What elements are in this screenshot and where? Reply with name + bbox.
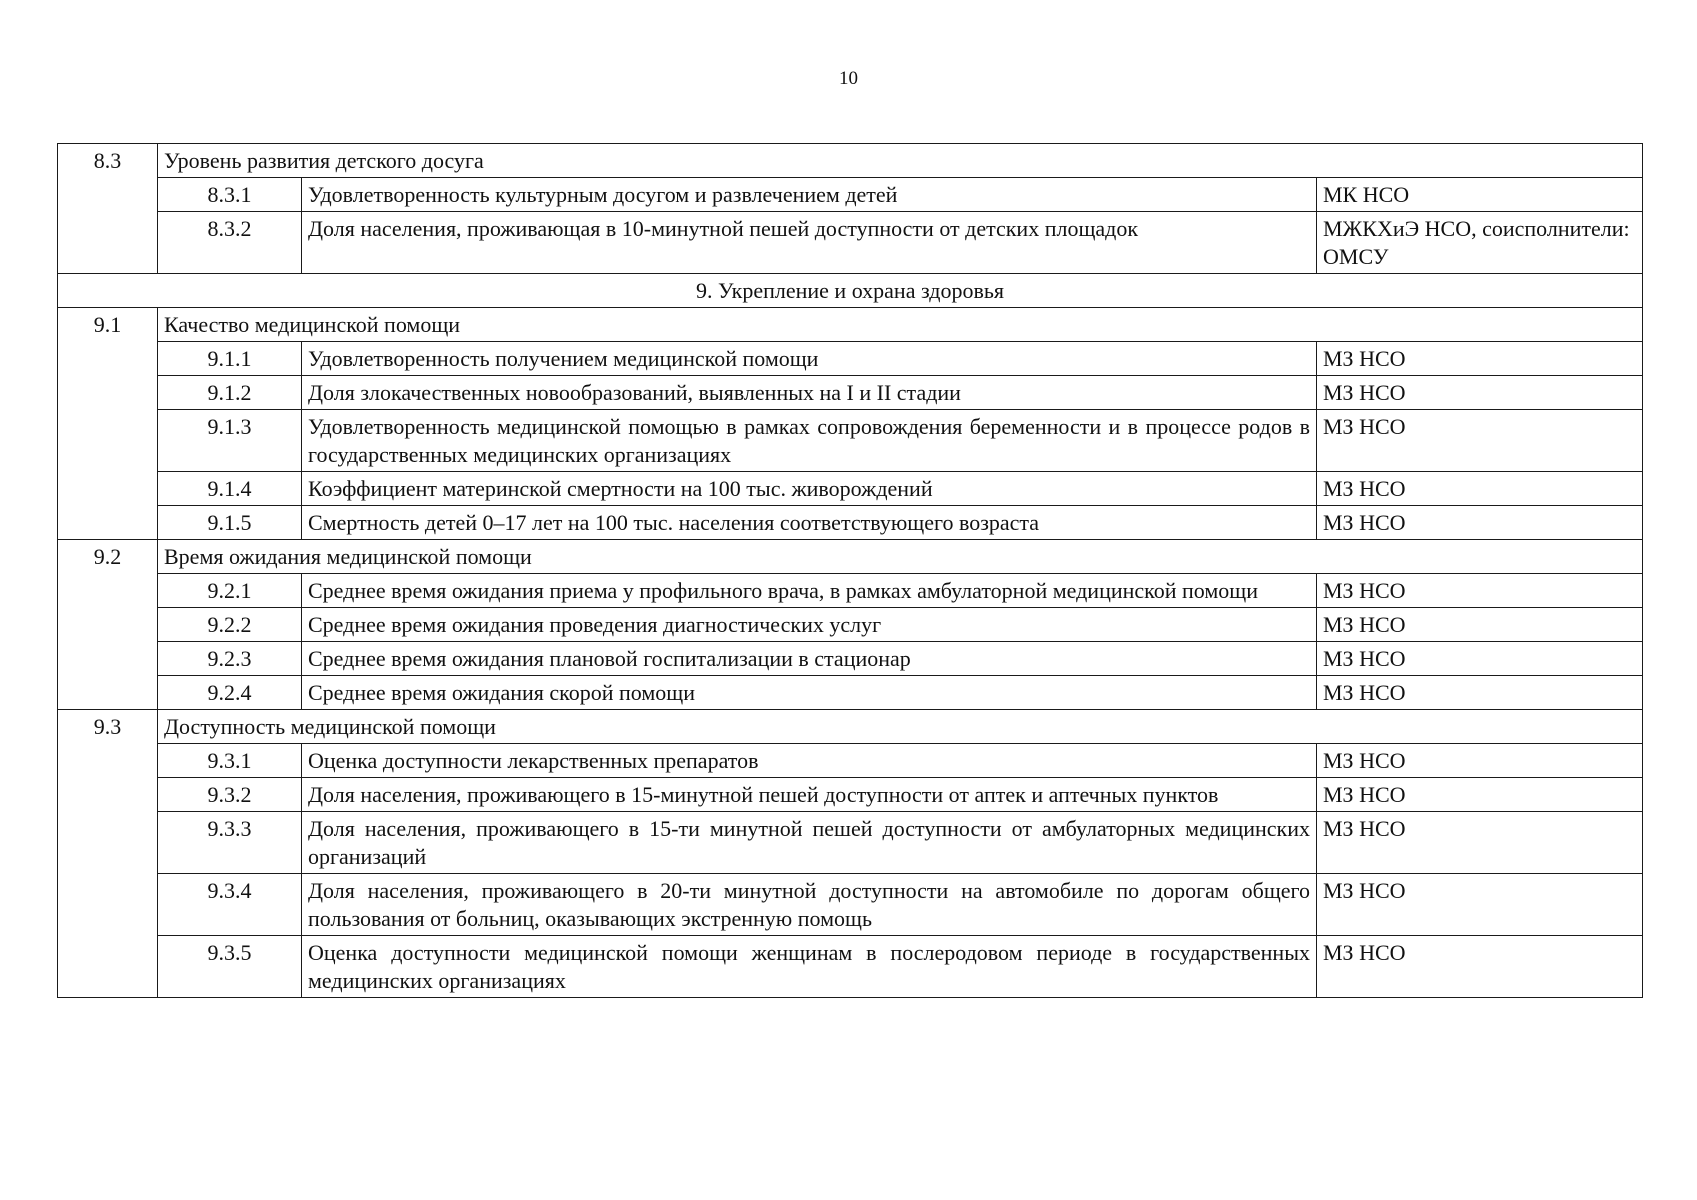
group-row	[58, 308, 1643, 342]
indicator-responsible: МЗ НСО	[1317, 812, 1643, 874]
indicator-responsible: МЗ НСО	[1317, 744, 1643, 778]
group-title: Качество медицинской помощи	[158, 308, 1643, 342]
indicator-responsible: МК НСО	[1317, 178, 1643, 212]
indicator-code: 9.1.4	[158, 472, 302, 506]
indicator-code: 9.1.1	[158, 342, 302, 376]
indicator-text: Оценка доступности медицинской помощи женщинам в послеродовом периоде в государственных медицинских организациях	[302, 936, 1317, 998]
table-row	[58, 212, 1643, 274]
indicator-responsible: МЗ НСО	[1317, 574, 1643, 608]
indicator-responsible: МЗ НСО	[1317, 936, 1643, 998]
indicator-code: 9.1.3	[158, 410, 302, 472]
indicator-responsible: МЗ НСО	[1317, 506, 1643, 540]
indicator-code: 9.2.1	[158, 574, 302, 608]
group-code: 9.1	[58, 308, 158, 540]
table-row	[58, 744, 1643, 778]
page-number: 10	[839, 68, 858, 89]
indicator-text: Доля злокачественных новообразований, выявленных на I и II стадии	[302, 376, 1317, 410]
indicator-text: Коэффициент материнской смертности на 100 тыс. живорождений	[302, 472, 1317, 506]
indicator-responsible: МЗ НСО	[1317, 376, 1643, 410]
indicator-text: Доля населения, проживающая в 10-минутной пешей доступности от детских площадок	[302, 212, 1317, 274]
indicator-text: Смертность детей 0–17 лет на 100 тыс. населения соответствующего возраста	[302, 506, 1317, 540]
indicator-code: 9.3.3	[158, 812, 302, 874]
table-row	[58, 410, 1643, 472]
table-row	[58, 812, 1643, 874]
indicator-responsible: МЗ НСО	[1317, 778, 1643, 812]
indicator-responsible: МЗ НСО	[1317, 642, 1643, 676]
table-row	[58, 506, 1643, 540]
group-title: Уровень развития детского досуга	[158, 144, 1643, 178]
indicator-responsible: МЗ НСО	[1317, 874, 1643, 936]
group-row	[58, 710, 1643, 744]
table-row	[58, 178, 1643, 212]
group-code: 9.2	[58, 540, 158, 710]
indicator-code: 9.2.2	[158, 608, 302, 642]
indicator-code: 8.3.1	[158, 178, 302, 212]
group-title: Доступность медицинской помощи	[158, 710, 1643, 744]
table-row	[58, 874, 1643, 936]
indicator-responsible: МЗ НСО	[1317, 342, 1643, 376]
indicator-code: 9.1.2	[158, 376, 302, 410]
indicators-table	[57, 143, 1643, 998]
indicator-text: Удовлетворенность получением медицинской помощи	[302, 342, 1317, 376]
group-row	[58, 144, 1643, 178]
section-row	[58, 274, 1643, 308]
group-row	[58, 540, 1643, 574]
indicator-text: Доля населения, проживающего в 20-ти минутной доступности на автомобиле по дорогам общего пользования от больниц, оказывающих экстренную помощь	[302, 874, 1317, 936]
indicator-code: 9.1.5	[158, 506, 302, 540]
indicator-code: 9.2.4	[158, 676, 302, 710]
indicator-text: Среднее время ожидания приема у профильного врача, в рамках амбулаторной медицинской помощи	[302, 574, 1317, 608]
table-row	[58, 642, 1643, 676]
table-row	[58, 778, 1643, 812]
indicator-text: Среднее время ожидания проведения диагностических услуг	[302, 608, 1317, 642]
indicator-code: 8.3.2	[158, 212, 302, 274]
indicator-responsible: МЗ НСО	[1317, 676, 1643, 710]
indicator-code: 9.3.2	[158, 778, 302, 812]
group-code: 8.3	[58, 144, 158, 274]
indicator-responsible: МЖКХиЭ НСО, соисполнители: ОМСУ	[1317, 212, 1643, 274]
table-row	[58, 342, 1643, 376]
section-title: 9. Укрепление и охрана здоровья	[58, 274, 1643, 308]
indicator-code: 9.3.4	[158, 874, 302, 936]
indicator-text: Удовлетворенность культурным досугом и развлечением детей	[302, 178, 1317, 212]
table-row	[58, 376, 1643, 410]
table-row	[58, 574, 1643, 608]
indicator-code: 9.3.1	[158, 744, 302, 778]
indicator-text: Среднее время ожидания плановой госпитализации в стационар	[302, 642, 1317, 676]
group-code: 9.3	[58, 710, 158, 998]
indicator-text: Доля населения, проживающего в 15-ти минутной пешей доступности от амбулаторных медицинских организаций	[302, 812, 1317, 874]
indicator-responsible: МЗ НСО	[1317, 608, 1643, 642]
group-title: Время ожидания медицинской помощи	[158, 540, 1643, 574]
indicator-text: Среднее время ожидания скорой помощи	[302, 676, 1317, 710]
table-row	[58, 936, 1643, 998]
indicator-code: 9.2.3	[158, 642, 302, 676]
table-row	[58, 472, 1643, 506]
indicator-responsible: МЗ НСО	[1317, 410, 1643, 472]
indicator-code: 9.3.5	[158, 936, 302, 998]
indicator-text: Оценка доступности лекарственных препаратов	[302, 744, 1317, 778]
indicator-responsible: МЗ НСО	[1317, 472, 1643, 506]
indicator-text: Удовлетворенность медицинской помощью в рамках сопровождения беременности и в процессе родов в государственных медицинских организациях	[302, 410, 1317, 472]
indicator-text: Доля населения, проживающего в 15-минутной пешей доступности от аптек и аптечных пунктов	[302, 778, 1317, 812]
table-row	[58, 608, 1643, 642]
table-row	[58, 676, 1643, 710]
